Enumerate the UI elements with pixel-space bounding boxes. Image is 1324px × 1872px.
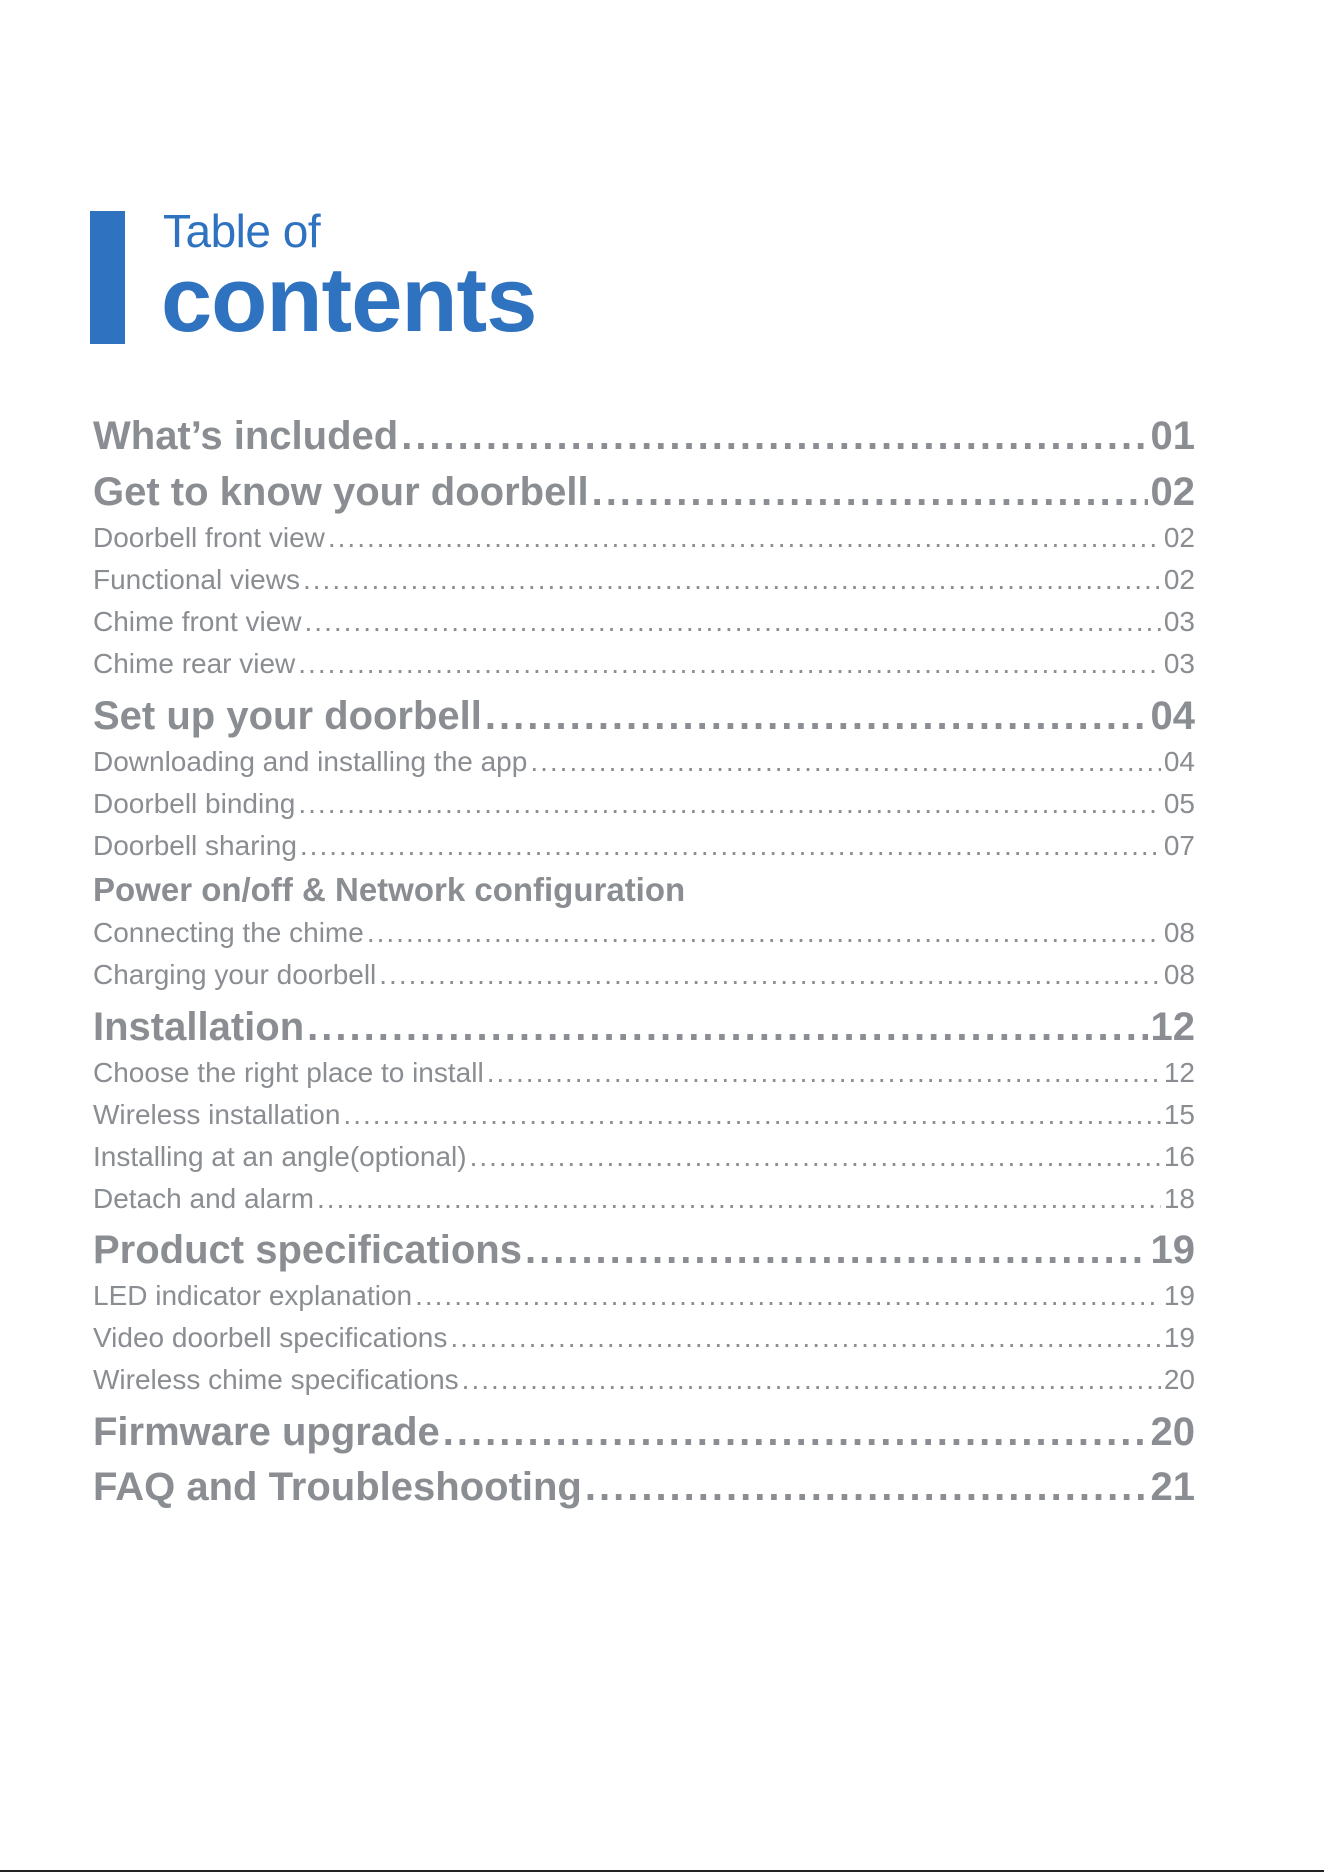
dot-leader [303,563,1161,597]
dot-leader [298,647,1161,681]
toc-entry-label: LED indicator explanation [93,1280,413,1311]
dot-leader [462,1363,1161,1397]
toc-entry-label: Doorbell binding [93,788,296,819]
dot-leader [525,1226,1148,1274]
title-accent-bar [90,211,125,344]
toc-entry-charging-doorbell[interactable] [93,958,1195,992]
toc-entry-label: Charging your doorbell [93,959,377,990]
dot-leader [487,1056,1161,1090]
toc-entry-firmware-upgrade[interactable] [93,1408,1195,1456]
dot-leader [367,916,1161,950]
toc-entry-page: 02 [1163,522,1195,553]
dot-leader [317,1182,1161,1216]
toc-entry-page: 20 [1150,1410,1195,1454]
toc-entry-installing-angle[interactable] [93,1140,1195,1174]
toc-entry-set-up[interactable] [93,692,1195,740]
toc-entry-page: 19 [1163,1280,1195,1311]
dot-leader [328,521,1161,555]
dot-leader [470,1140,1161,1174]
title-line-1: Table of [163,205,321,257]
toc-entry-installation[interactable] [93,1003,1195,1051]
dot-leader [298,787,1160,821]
toc-entry-page: 05 [1163,788,1195,819]
toc-entry-page: 12 [1163,1057,1195,1088]
toc-entry-led-indicator[interactable] [93,1279,1195,1313]
toc-entry-page: 20 [1163,1364,1195,1395]
toc-entry-page: 21 [1150,1465,1195,1509]
toc-entry-page: 04 [1163,746,1195,777]
toc-entry-page: 15 [1163,1099,1195,1130]
dot-leader [300,829,1161,863]
dot-leader [415,1279,1161,1313]
toc-entry-doorbell-binding[interactable] [93,787,1195,821]
toc-entry-wireless-installation[interactable] [93,1098,1195,1132]
dot-leader [443,1408,1148,1456]
toc-entry-label: Installing at an angle(optional) [93,1141,467,1172]
toc-entry-label: Downloading and installing the app [93,746,528,777]
toc-entry-label: Chime rear view [93,648,296,679]
toc-entry-chime-rear-view[interactable] [93,647,1195,681]
dot-leader [401,412,1147,460]
toc-entry-page: 16 [1163,1141,1195,1172]
toc-entry-get-to-know[interactable] [93,468,1195,516]
toc-entry-detach-alarm[interactable] [93,1182,1195,1216]
toc-entry-page: 19 [1163,1322,1195,1353]
toc-entry-label: Choose the right place to install [93,1057,484,1088]
toc-entry-label: Wireless chime specifications [93,1364,459,1395]
dot-leader [585,1463,1148,1511]
toc-entry-label: Doorbell sharing [93,830,297,861]
toc-entry-label: Firmware upgrade [93,1410,440,1454]
dot-leader [307,1003,1147,1051]
toc-entry-choose-place[interactable] [93,1056,1195,1090]
toc-entry-label: What’s included [93,414,399,458]
toc-entry-doorbell-sharing[interactable] [93,829,1195,863]
toc-section-power-network[interactable] [93,870,1195,910]
toc-entry-page: 02 [1163,564,1195,595]
toc-entry-label: Chime front view [93,606,302,637]
toc-entry-label: Installation [93,1005,305,1049]
toc-entry-product-specifications[interactable] [93,1226,1195,1274]
dot-leader [592,468,1148,516]
toc-entry-page: 08 [1163,959,1195,990]
toc-entry-connecting-chime[interactable] [93,916,1195,950]
toc-entry-label: Detach and alarm [93,1183,315,1214]
dot-leader [485,692,1148,740]
toc-entry-label: Video doorbell specifications [93,1322,448,1353]
toc-entry-wireless-chime-specs[interactable] [93,1363,1195,1397]
toc-entry-chime-front-view[interactable] [93,605,1195,639]
toc-entry-downloading-app[interactable] [93,745,1195,779]
toc-entry-video-doorbell-specs[interactable] [93,1321,1195,1355]
dot-leader [305,605,1161,639]
toc-entry-page: 04 [1150,694,1195,738]
toc-entry-page: 19 [1150,1228,1195,1272]
toc-entry-page: 18 [1163,1183,1195,1214]
dot-leader [379,958,1161,992]
toc-entry-page: 02 [1150,470,1195,514]
toc-entry-page: 03 [1163,648,1195,679]
toc-entry-label: Functional views [93,564,300,595]
toc-entry-page: 03 [1163,606,1195,637]
dot-leader [530,745,1161,779]
toc-entry-page: 07 [1163,830,1195,861]
toc-entry-whats-included[interactable] [93,412,1195,460]
dot-leader [450,1321,1160,1355]
toc-entry-page: 01 [1150,414,1195,458]
toc-entry-functional-views[interactable] [93,563,1195,597]
toc-entry-doorbell-front-view[interactable] [93,521,1195,555]
toc-entry-faq[interactable] [93,1463,1195,1511]
toc-entry-label: Get to know your doorbell [93,470,589,514]
toc-entry-label: Doorbell front view [93,522,325,553]
toc-entry-page: 08 [1163,917,1195,948]
toc-entry-page: 12 [1150,1005,1195,1049]
toc-entry-label: Set up your doorbell [93,694,482,738]
page-title: contents [161,249,537,351]
toc-entry-label: Connecting the chime [93,917,364,948]
toc-entry-label: Product specifications [93,1228,522,1272]
toc-entry-label: Wireless installation [93,1099,341,1130]
toc-entry-label: FAQ and Troubleshooting [93,1465,582,1509]
dot-leader [343,1098,1160,1132]
toc-entry-label: Power on/off & Network configuration [93,871,686,908]
